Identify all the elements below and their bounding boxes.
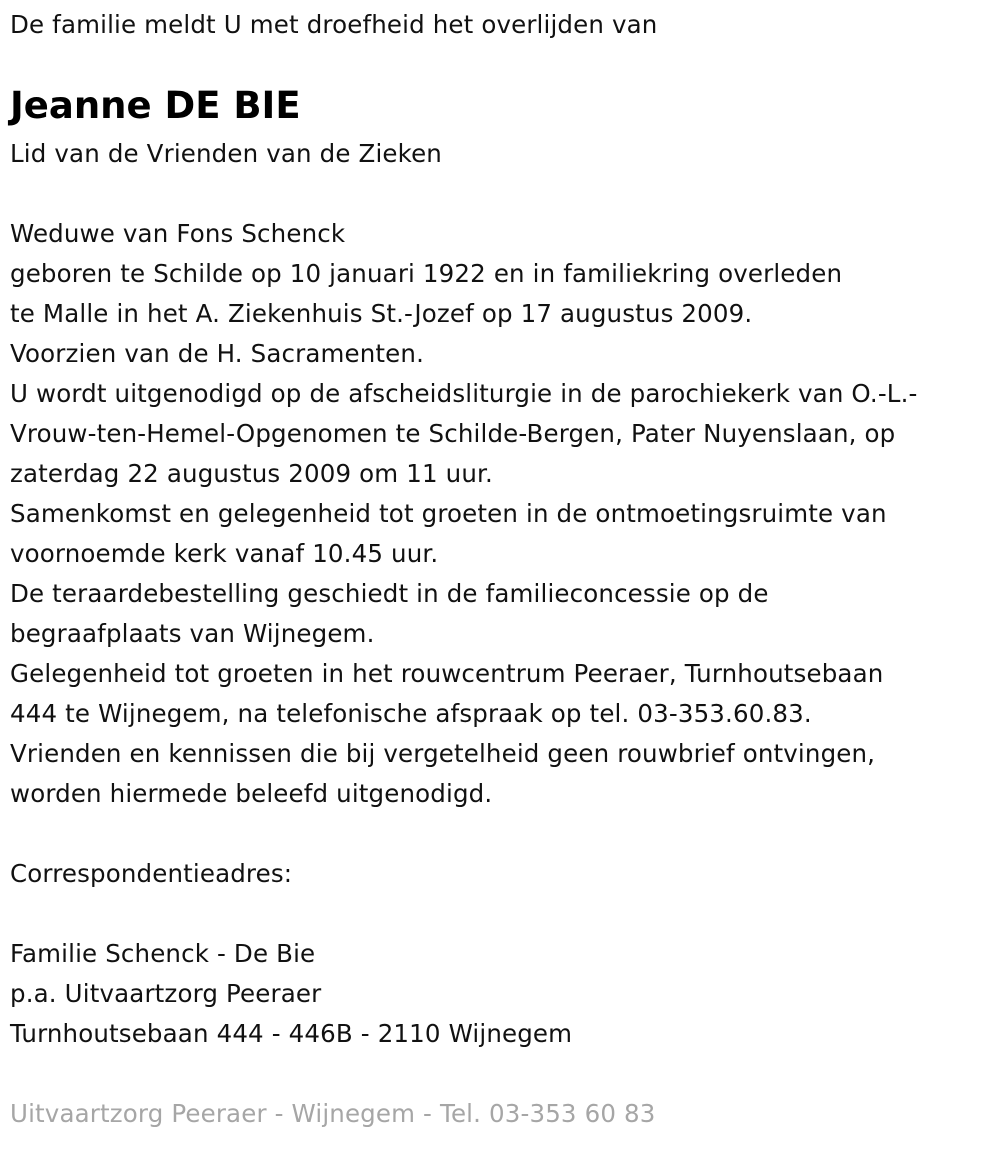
body-line: U wordt uitgenodigd op de afscheidsliturgie in de parochiekerk van O.-L.- — [10, 379, 918, 408]
body-line: geboren te Schilde op 10 januari 1922 en in familiekring overleden — [10, 259, 843, 288]
body-line: begraafplaats van Wijnegem. — [10, 619, 375, 648]
body-line: te Malle in het A. Ziekenhuis St.-Jozef op 17 augustus 2009. — [10, 299, 753, 328]
intro-text: De familie meldt U met droefheid het overlijden van — [10, 10, 658, 39]
body-line: De teraardebestelling geschiedt in de familieconcessie op de — [10, 579, 769, 608]
body-line: voornoemde kerk vanaf 10.45 uur. — [10, 539, 439, 568]
address-line: Familie Schenck - De Bie — [10, 939, 316, 968]
body-line: Gelegenheid tot groeten in het rouwcentrum Peeraer, Turnhoutsebaan — [10, 659, 884, 688]
correspondence-label: Correspondentieadres: — [10, 859, 293, 888]
body-line: worden hiermede beleefd uitgenodigd. — [10, 779, 493, 808]
announcement-body — [10, 214, 918, 814]
body-line: zaterdag 22 augustus 2009 om 11 uur. — [10, 459, 493, 488]
correspondence-address — [10, 934, 572, 1054]
body-line: Vrouw-ten-Hemel-Opgenomen te Schilde-Bergen, Pater Nuyenslaan, op — [10, 419, 896, 448]
body-line: Vrienden en kennissen die bij vergetelheid geen rouwbrief ontvingen, — [10, 739, 876, 768]
membership-text: Lid van de Vrienden van de Zieken — [10, 139, 442, 168]
body-line: 444 te Wijnegem, na telefonische afspraak op tel. 03-353.60.83. — [10, 699, 812, 728]
deceased-name: Jeanne DE BIE — [10, 84, 301, 127]
address-line: p.a. Uitvaartzorg Peeraer — [10, 979, 322, 1008]
funeral-home-footer: Uitvaartzorg Peeraer - Wijnegem - Tel. 03-353 60 83 — [10, 1099, 656, 1128]
body-line: Samenkomst en gelegenheid tot groeten in de ontmoetingsruimte van — [10, 499, 887, 528]
body-line: Weduwe van Fons Schenck — [10, 219, 346, 248]
address-line: Turnhoutsebaan 444 - 446B - 2110 Wijnegem — [10, 1019, 573, 1048]
body-line: Voorzien van de H. Sacramenten. — [10, 339, 425, 368]
